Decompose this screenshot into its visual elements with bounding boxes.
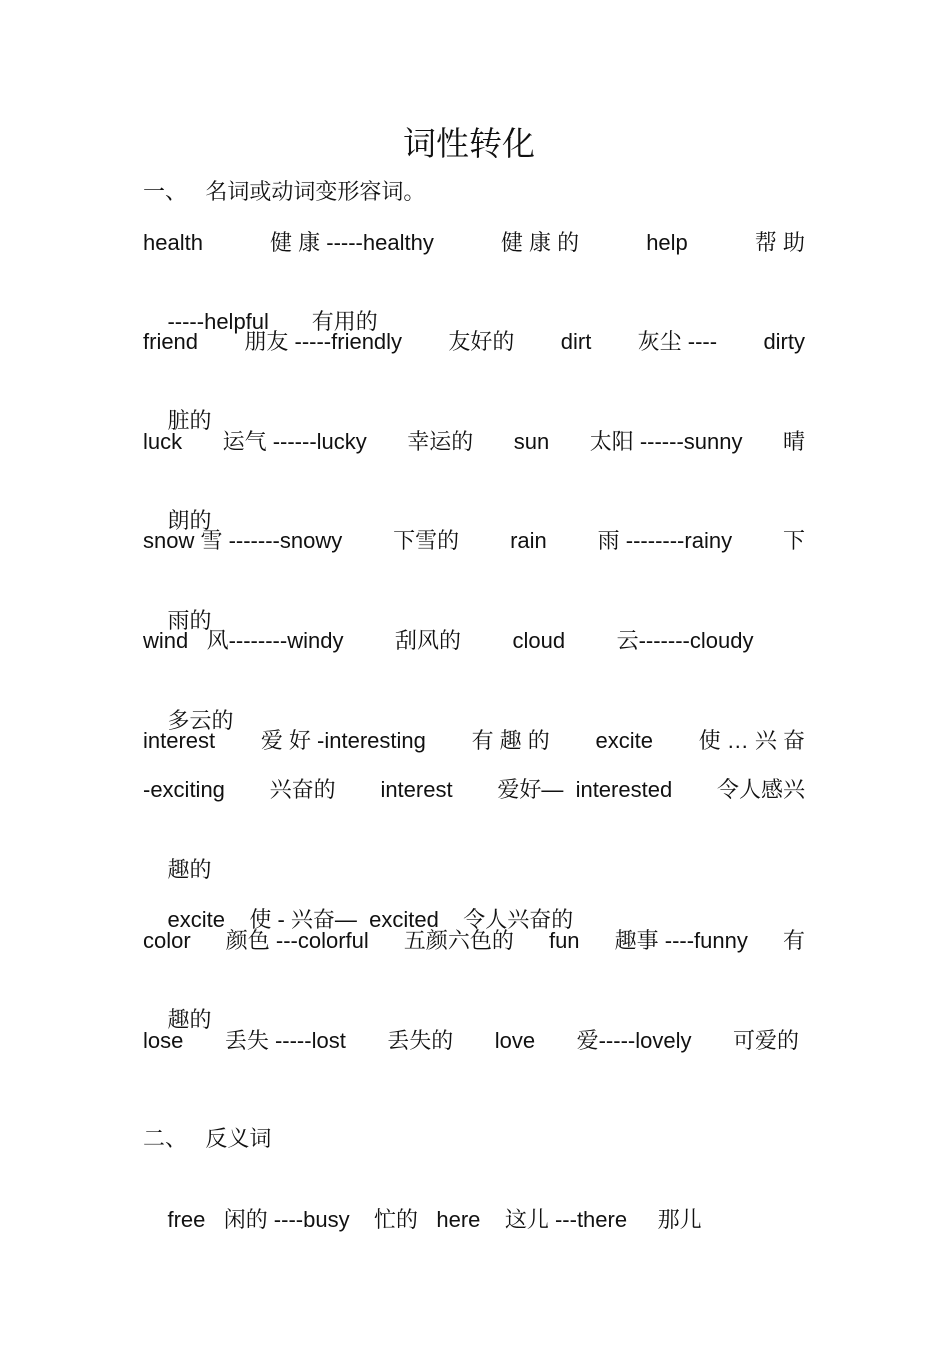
vocab-line-8 bbox=[143, 576, 212, 633]
line-segment: snow 雪 -------snowy bbox=[143, 528, 343, 553]
line-segment: free 闲的 ----busy 忙的 here 这儿 ---there 那儿 bbox=[167, 1207, 702, 1232]
line-segment: 令人感兴 bbox=[716, 777, 805, 802]
vocab-line-10 bbox=[143, 676, 234, 733]
vocab-line-3 bbox=[143, 327, 805, 357]
line-segment: excite 使 - 兴奋— excited 令人兴奋的 bbox=[167, 907, 574, 932]
line-segment: 雨的 bbox=[167, 608, 212, 633]
vocab-line-7 bbox=[143, 526, 805, 556]
vocab-line-6 bbox=[143, 476, 212, 533]
line-segment: 爱好— interested bbox=[497, 777, 673, 802]
vocab-line-13 bbox=[143, 825, 212, 882]
line-segment: 兴奋的 bbox=[269, 777, 336, 802]
line-segment: 趣的 bbox=[167, 1007, 212, 1032]
vocab-line-4 bbox=[143, 376, 212, 433]
line-segment: 爱 好 -interesting bbox=[260, 728, 426, 753]
line-segment: 友好的 bbox=[448, 329, 515, 354]
line-segment: 下 bbox=[782, 528, 805, 553]
line-segment: friend bbox=[143, 329, 199, 354]
vocab-line-16 bbox=[143, 975, 212, 1032]
line-segment: rain bbox=[510, 528, 547, 553]
line-segment: 朗的 bbox=[167, 508, 212, 533]
line-segment: 颜色 ---colorful bbox=[225, 928, 369, 953]
line-segment: wind 风--------windy bbox=[143, 628, 344, 653]
line-segment: 健 康 的 bbox=[500, 230, 580, 255]
vocab-line-14 bbox=[143, 875, 574, 932]
line-segment: 有 bbox=[782, 928, 805, 953]
line-segment: 趣的 bbox=[167, 857, 212, 882]
line-segment: cloud bbox=[512, 628, 566, 653]
line-segment: lose bbox=[143, 1028, 184, 1053]
line-segment: 云-------cloudy bbox=[616, 628, 754, 653]
line-segment: 朋友 -----friendly bbox=[244, 329, 403, 354]
line-segment: excite bbox=[595, 728, 653, 753]
line-segment: 五颜六色的 bbox=[403, 928, 514, 953]
line-segment: 脏的 bbox=[167, 408, 212, 433]
document-title: 词性转化 bbox=[403, 124, 535, 163]
line-segment: -----helpful 有用的 bbox=[167, 309, 378, 334]
line-segment: 丢失的 bbox=[387, 1028, 454, 1053]
line-segment: sun bbox=[513, 429, 550, 454]
line-segment: 下雪的 bbox=[393, 528, 460, 553]
line-segment: 健 康 -----healthy bbox=[270, 230, 434, 255]
line-segment: 使 … 兴 奋 bbox=[698, 728, 805, 753]
line-segment: dirt bbox=[560, 329, 592, 354]
line-segment: 有 趣 的 bbox=[471, 728, 550, 753]
line-segment: 太阳 ------sunny bbox=[589, 429, 743, 454]
vocab-line-1 bbox=[143, 228, 805, 258]
vocab-line-15 bbox=[143, 926, 805, 956]
vocab-line-17 bbox=[143, 1026, 799, 1056]
line-segment: luck bbox=[143, 429, 183, 454]
line-segment: interest bbox=[380, 777, 453, 802]
line-segment: fun bbox=[548, 928, 580, 953]
section1-heading: 一、 名词或动词变形容词。 bbox=[143, 179, 426, 204]
line-segment: color bbox=[143, 928, 191, 953]
vocab-line-12 bbox=[143, 775, 805, 805]
vocab-line-9 bbox=[143, 626, 805, 656]
line-segment: 刮风的 bbox=[394, 628, 461, 653]
line-segment: 爱-----lovely bbox=[576, 1028, 692, 1053]
line-segment: 雨 --------rainy bbox=[597, 528, 733, 553]
line-segment: 灰尘 ---- bbox=[637, 329, 718, 354]
line-segment: dirty bbox=[763, 329, 805, 354]
line-segment: 运气 ------lucky bbox=[222, 429, 367, 454]
line-segment: 多云的 bbox=[167, 708, 234, 733]
line-segment: love bbox=[494, 1028, 536, 1053]
section2-heading: 二、 反义词 bbox=[143, 1126, 272, 1151]
line-segment: 晴 bbox=[782, 429, 805, 454]
line-segment: health bbox=[143, 230, 203, 255]
line-segment: interest bbox=[143, 728, 216, 753]
line-segment: 幸运的 bbox=[407, 429, 474, 454]
line-segment: 丢失 -----lost bbox=[224, 1028, 346, 1053]
vocab-line-11 bbox=[143, 726, 805, 756]
line-segment: 可爱的 bbox=[732, 1028, 799, 1053]
line-segment: -exciting bbox=[143, 777, 225, 802]
vocab-line-2 bbox=[143, 277, 378, 334]
vocab-line-18 bbox=[143, 1175, 702, 1232]
line-segment: 帮 助 bbox=[754, 230, 805, 255]
vocab-line-5 bbox=[143, 427, 805, 457]
line-segment: help bbox=[646, 230, 688, 255]
line-segment: 趣事 ----funny bbox=[614, 928, 748, 953]
